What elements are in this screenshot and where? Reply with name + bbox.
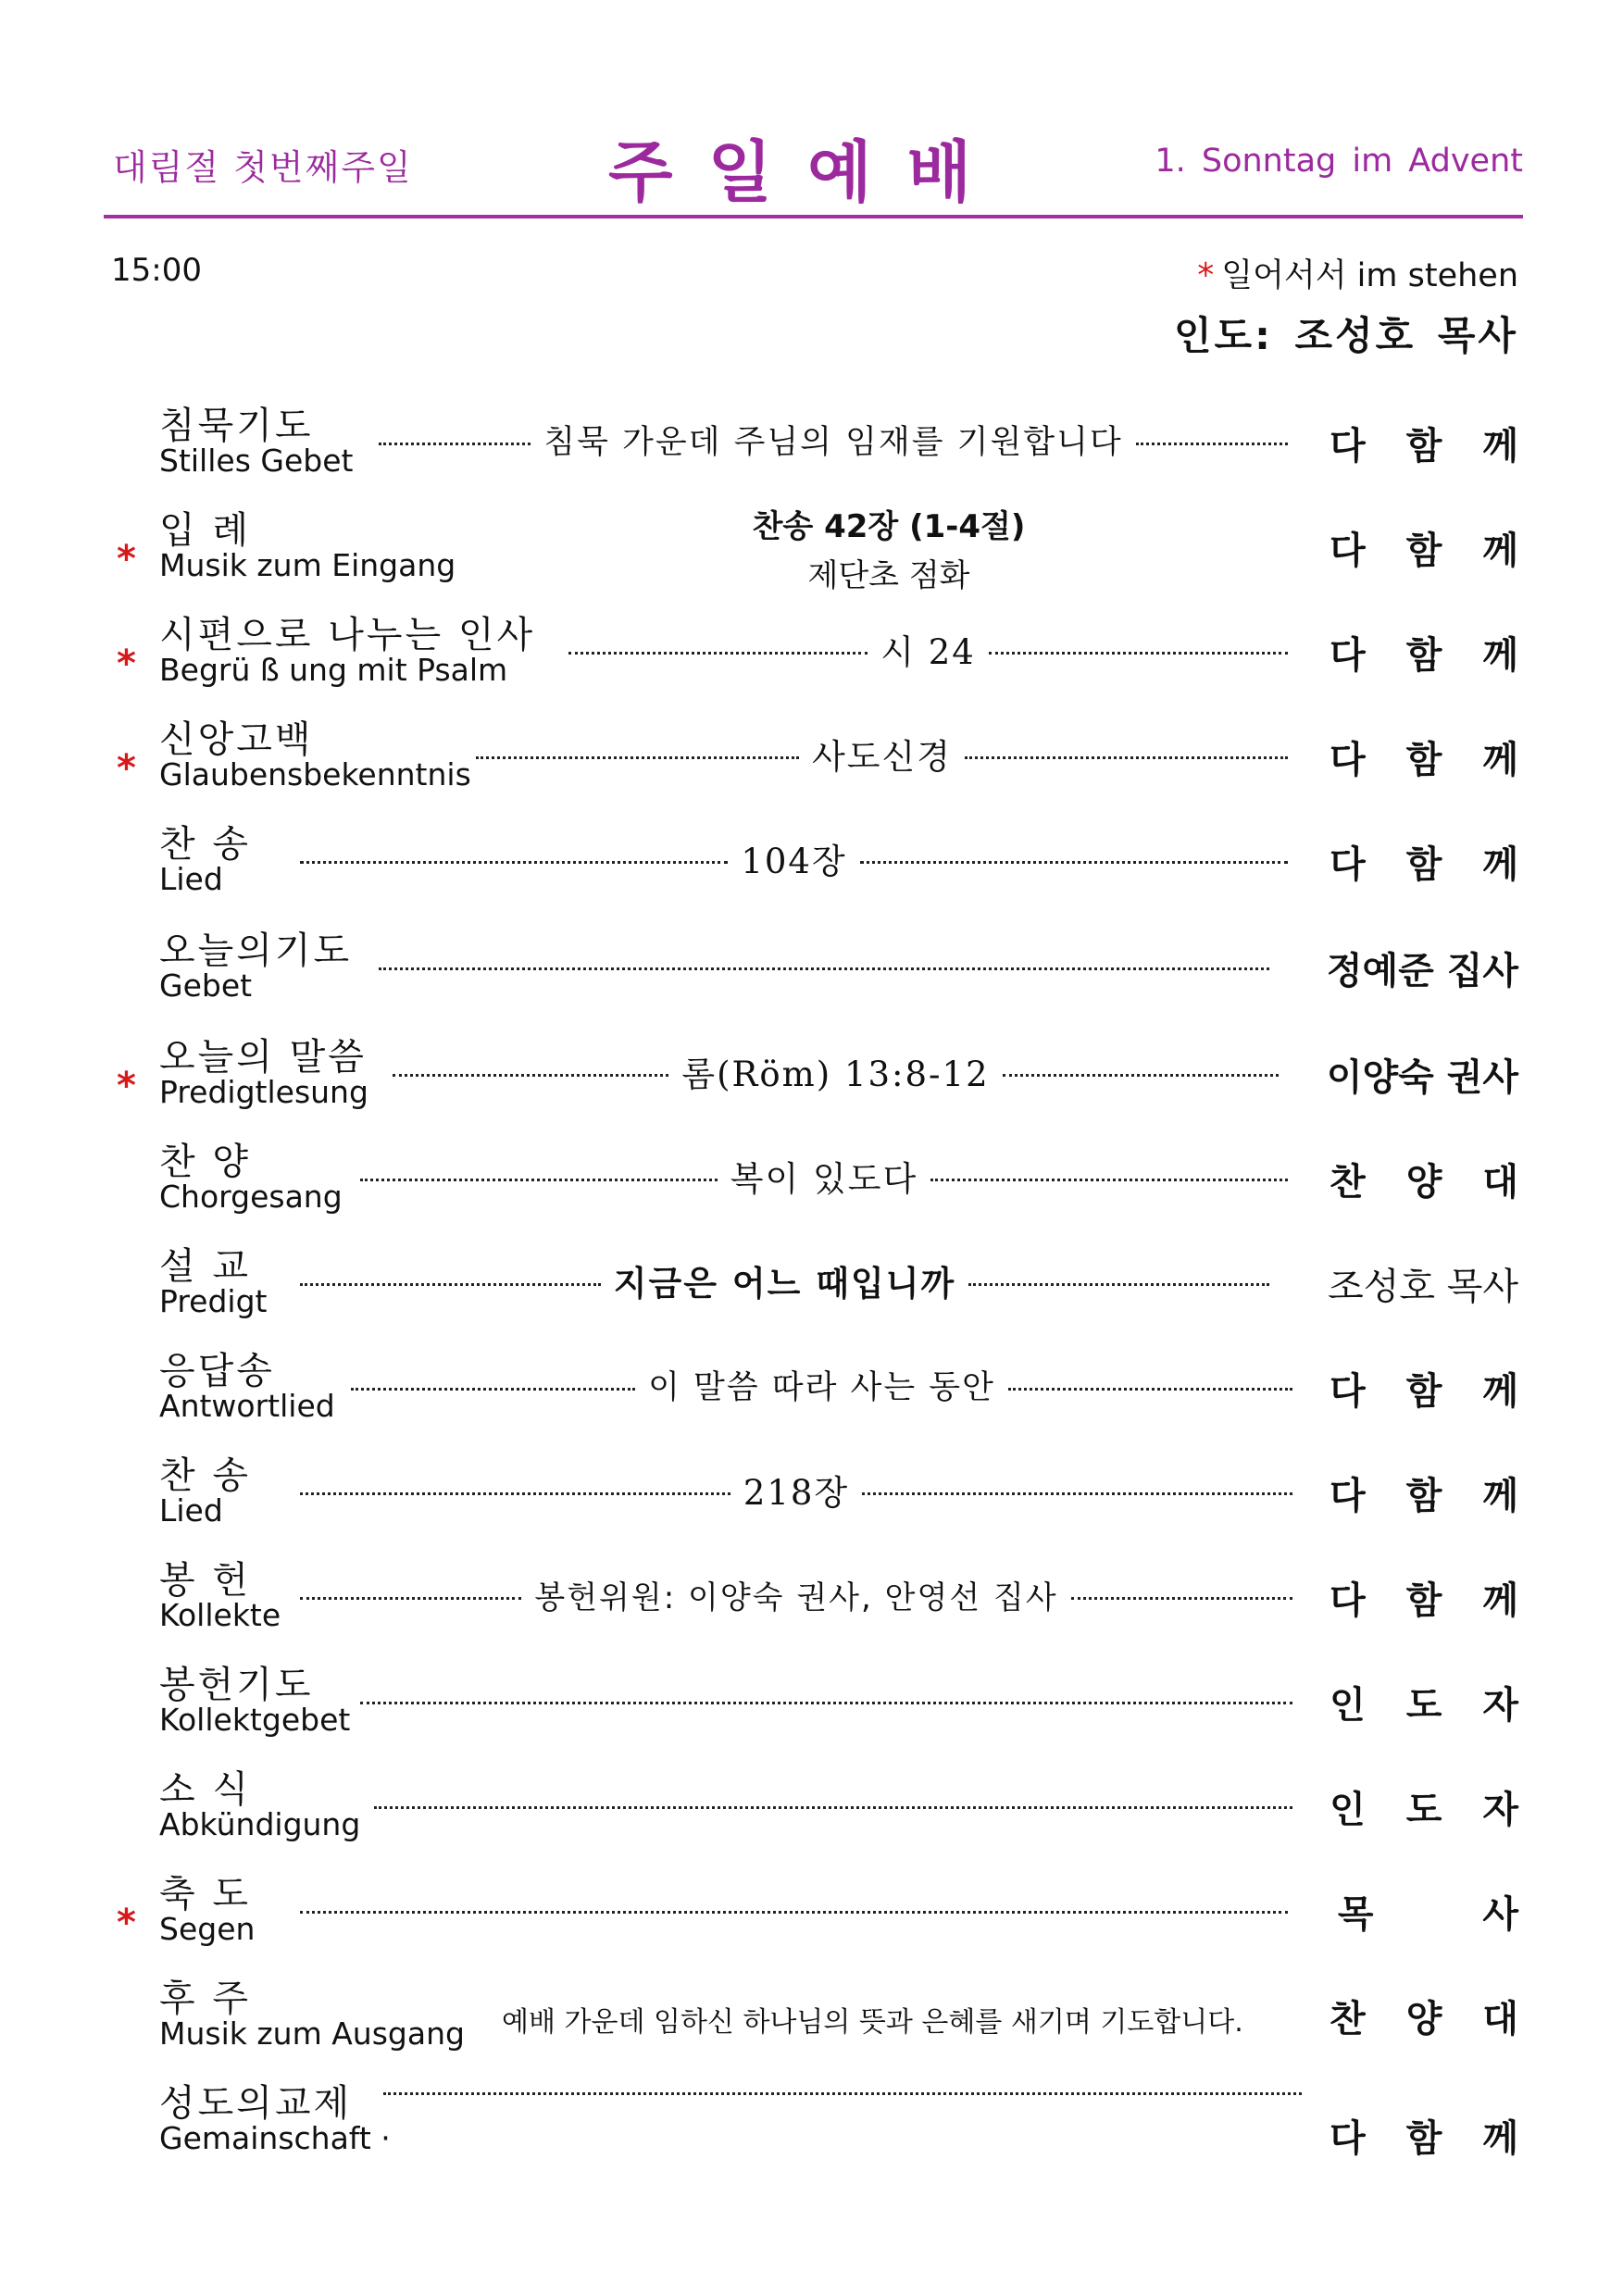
item-title-ko: 오늘의 말씀: [159, 1036, 367, 1079]
item-title-de: Predigtlesung: [159, 1074, 368, 1110]
item-performer: 다함께: [1330, 1370, 1559, 1413]
dot-leader: [568, 652, 868, 655]
list-item: [0, 807, 1623, 909]
list-item: [0, 493, 1623, 595]
item-title-ko: 성도의교제: [159, 2082, 353, 2125]
standing-note: [1197, 250, 1518, 296]
dot-leader: [1008, 1388, 1292, 1391]
item-content: 104장: [741, 842, 847, 881]
item-leader-line: [347, 1153, 1301, 1199]
standing-asterisk: *: [117, 747, 136, 790]
dot-leader: [374, 1806, 1292, 1809]
dot-leader: [300, 1597, 521, 1600]
item-leader-line: [287, 1257, 1282, 1304]
service-leader: 인도: 조성호 목사: [1173, 313, 1518, 358]
item-title-de: Stilles Gebet: [159, 443, 354, 479]
header-divider: [104, 215, 1523, 218]
item-performer: 다함께: [1330, 634, 1559, 677]
item-title-ko: 봉헌기도: [159, 1664, 314, 1706]
list-item: [0, 1439, 1623, 1541]
item-title-de: Abkündigung: [159, 1806, 361, 1842]
item-performer: 찬양대: [1330, 1998, 1559, 2040]
dot-leader: [860, 861, 1288, 864]
item-content: 복이 있도다: [730, 1159, 918, 1199]
standing-asterisk: *: [117, 643, 136, 685]
candle-lighting: 제단초 점화: [807, 557, 970, 594]
list-item: [0, 1125, 1623, 1227]
item-title-ko: 찬 양: [159, 1141, 251, 1183]
dot-leader: [351, 1388, 635, 1391]
item-content: 침묵 가운데 주님의 임재를 기원합니다: [543, 424, 1123, 461]
bulletin-header: [104, 119, 1523, 217]
dot-leader: [300, 1492, 730, 1495]
item-title-de: Predigt: [159, 1283, 268, 1319]
item-title-de: Segen: [159, 1911, 256, 1947]
item-performer: 이양숙 권사: [1326, 1056, 1518, 1099]
item-performer: 다함께: [1330, 843, 1559, 886]
standing-asterisk: *: [117, 1065, 136, 1107]
dot-leader: [379, 967, 1269, 970]
item-performer: 정예준 집사: [1326, 950, 1518, 992]
item-leader-line: [463, 730, 1301, 777]
item-leader-line: [366, 942, 1282, 988]
dot-leader: [383, 2092, 1302, 2095]
item-performer: 다함께: [1330, 1579, 1559, 1622]
item-title-ko: 응답송: [159, 1350, 275, 1392]
list-item: [0, 1648, 1623, 1750]
hymn-number: 찬송 42장 (1-4절): [752, 508, 1026, 545]
item-performer: 다함께: [1330, 739, 1559, 781]
item-performer: 조성호 목사: [1328, 1266, 1518, 1308]
postlude-prayer-note: 예배 가운데 임하신 하나님의 뜻과 은혜를 새기며 기도합니다.: [502, 2006, 1243, 2039]
list-item: [0, 1229, 1623, 1331]
item-title-ko: 입 례: [159, 509, 251, 552]
standing-asterisk: *: [1197, 256, 1215, 294]
item-performer: 다함께: [1330, 2117, 1559, 2160]
offering-committee: 봉헌위원: 이양숙 권사, 안영선 집사: [534, 1578, 1058, 1616]
item-content: [722, 501, 1055, 595]
item-leader-line: [338, 1362, 1305, 1408]
item-title-ko: 찬 송: [159, 1454, 251, 1497]
dot-leader: [1071, 1597, 1292, 1600]
standing-asterisk: *: [117, 1902, 136, 1944]
list-item: [0, 1753, 1623, 1854]
item-title-de: Glaubensbekenntnis: [159, 756, 471, 792]
list-item: [0, 914, 1623, 1016]
item-performer: 찬양대: [1330, 1161, 1559, 1204]
item-title-de: Chorgesang: [159, 1179, 343, 1215]
item-leader-line: [287, 1885, 1301, 1931]
dot-leader: [930, 1179, 1288, 1181]
liturgical-day-de: 1. Sonntag im Advent: [1155, 143, 1523, 180]
item-leader-line: [287, 1571, 1305, 1617]
item-leader-line: [347, 1676, 1305, 1722]
dot-leader: [300, 1911, 1288, 1914]
item-title-de: Kollekte: [159, 1597, 281, 1633]
standing-asterisk: *: [117, 538, 136, 580]
list-item: [0, 1020, 1623, 1122]
item-title-ko: 시편으로 나누는 인사: [159, 614, 536, 656]
list-item: [0, 1543, 1623, 1645]
item-title-de: Musik zum Eingang: [159, 547, 456, 583]
item-title-de: Gebet: [159, 967, 253, 1004]
dot-leader: [300, 1283, 601, 1286]
item-performer: 다함께: [1330, 530, 1559, 572]
item-performer: 다함께: [1330, 425, 1559, 468]
item-leader-line: [556, 626, 1301, 672]
dot-leader: [968, 1283, 1269, 1286]
list-item: [0, 2066, 1623, 2168]
item-content: 218장: [743, 1473, 850, 1513]
list-item: [0, 389, 1623, 491]
item-title-ko: 소 식: [159, 1768, 251, 1811]
item-title-de: Kollektgebet: [159, 1702, 351, 1738]
item-content: 롬(Röm) 13:8-12: [681, 1054, 990, 1094]
item-leader-line: [287, 1466, 1305, 1513]
list-item: [0, 1857, 1623, 1959]
dot-leader: [862, 1492, 1292, 1495]
standing-note-text: 일어서서 im stehen: [1221, 257, 1518, 294]
list-item: [0, 703, 1623, 805]
dot-leader: [360, 1179, 718, 1181]
service-time: 15:00: [111, 252, 202, 289]
dot-leader: [1136, 443, 1288, 445]
item-title-ko: 후 주: [159, 1978, 251, 2020]
liturgical-day-ko: 대림절 첫번째주일: [113, 147, 413, 188]
item-content: 이 말씀 따라 사는 동안: [648, 1369, 995, 1406]
item-performer: 인도자: [1330, 1789, 1559, 1831]
item-title-ko: 축 도: [159, 1873, 251, 1915]
item-leader-line: [380, 1048, 1292, 1094]
dot-leader: [300, 861, 728, 864]
list-item: [0, 1962, 1623, 2064]
page-title: 주일예배: [608, 133, 1007, 211]
item-leader-line: [287, 835, 1301, 881]
list-item: [0, 1334, 1623, 1436]
item-title-de: Musik zum Ausgang: [159, 2015, 465, 2052]
dot-leader: [965, 756, 1288, 759]
item-title-ko: 찬 송: [159, 823, 251, 866]
dot-leader: [476, 756, 799, 759]
item-title-de: Begrü ß ung mit Psalm: [159, 652, 508, 688]
item-title-de: Gemainschaft ·: [159, 2120, 391, 2156]
dot-leader: [1003, 1074, 1279, 1077]
dot-leader: [393, 1074, 668, 1077]
item-title-ko: 침묵기도: [159, 405, 314, 447]
item-performer: 목 사: [1337, 1893, 1546, 1936]
item-title-de: Antwortlied: [159, 1388, 335, 1424]
item-title-de: Lied: [159, 1492, 223, 1529]
list-item: [0, 598, 1623, 700]
item-title-ko: 오늘의기도: [159, 930, 353, 972]
dot-leader: [989, 652, 1288, 655]
item-leader-line: [370, 2066, 1315, 2113]
item-title-ko: 설 교: [159, 1245, 251, 1288]
item-performer: 다함께: [1330, 1475, 1559, 1517]
item-performer: 인도자: [1330, 1684, 1559, 1727]
item-leader-line: [361, 1780, 1305, 1827]
item-title-de: Lied: [159, 861, 223, 897]
item-title-ko: 봉 헌: [159, 1559, 251, 1602]
item-content: 시 24: [880, 632, 976, 672]
item-leader-line: [366, 417, 1301, 463]
item-content: 사도신경: [812, 737, 952, 777]
dot-leader: [379, 443, 531, 445]
dot-leader: [360, 1702, 1292, 1704]
sermon-title: 지금은 어느 때입니까: [613, 1264, 956, 1304]
item-title-ko: 신앙고백: [159, 718, 314, 761]
